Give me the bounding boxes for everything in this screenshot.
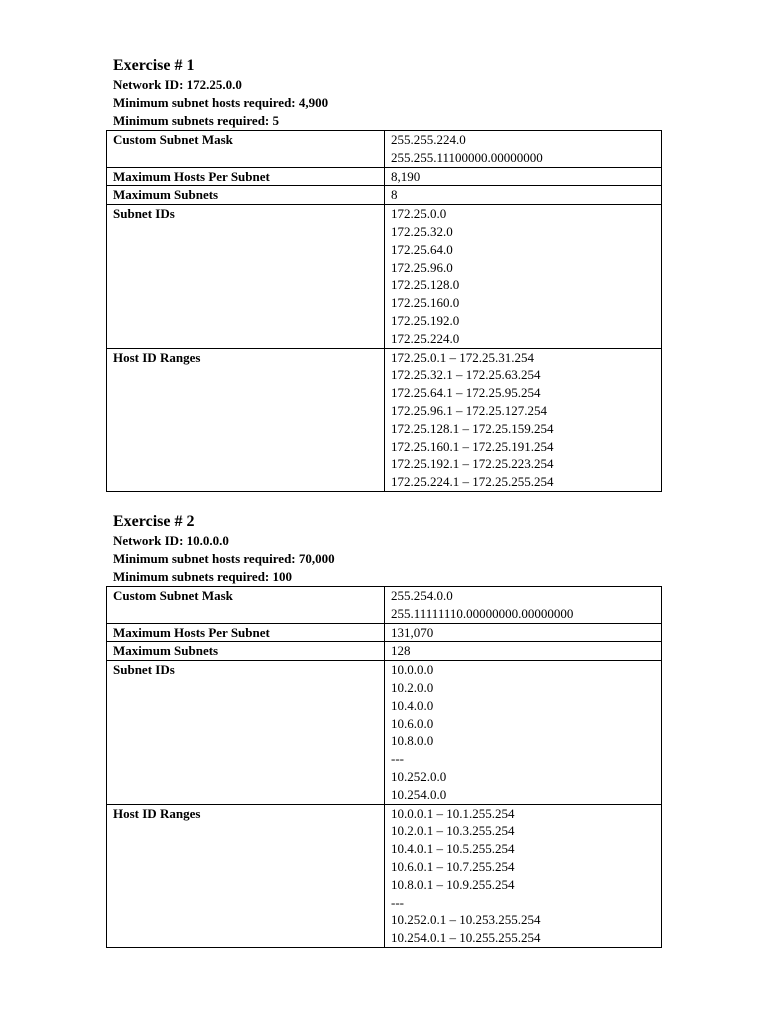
value-line: 10.0.0.0 bbox=[391, 662, 434, 678]
value-line: 131,070 bbox=[391, 624, 434, 640]
value-line: 128 bbox=[391, 643, 411, 659]
value-line: 255.255.224.0 bbox=[391, 132, 466, 147]
min-subnets-required: Minimum subnets required: 5 bbox=[113, 113, 280, 128]
exercise-title: Exercise # 2 bbox=[113, 513, 195, 530]
value-line: --- bbox=[391, 751, 404, 767]
value-line: 172.25.96.1 – 172.25.127.254 bbox=[391, 402, 547, 418]
table-row bbox=[107, 348, 662, 491]
value-line: 10.6.0.0 bbox=[391, 715, 434, 731]
value-line: 172.25.192.1 – 172.25.223.254 bbox=[391, 456, 554, 472]
value-line: 172.25.128.1 – 172.25.159.254 bbox=[391, 420, 554, 436]
row-value bbox=[385, 642, 662, 661]
exercise-1 bbox=[106, 56, 662, 492]
exercise-title: Exercise # 1 bbox=[113, 57, 195, 74]
row-label: Host ID Ranges bbox=[107, 804, 385, 947]
row-label: Custom Subnet Mask bbox=[107, 131, 385, 168]
value-line: 172.25.64.0 bbox=[391, 241, 453, 257]
value-line: 172.25.32.1 – 172.25.63.254 bbox=[391, 367, 541, 383]
value-line: 172.25.192.0 bbox=[391, 312, 460, 328]
network-id: Network ID: 10.0.0.0 bbox=[113, 533, 229, 548]
row-value bbox=[385, 167, 662, 186]
row-label: Maximum Subnets bbox=[107, 642, 385, 661]
row-label: Maximum Hosts Per Subnet bbox=[107, 167, 385, 186]
value-line: 10.252.0.0 bbox=[391, 768, 447, 784]
value-line: 255.255.11100000.00000000 bbox=[391, 149, 543, 165]
table-row bbox=[107, 587, 662, 624]
value-line: 172.25.224.1 – 172.25.255.254 bbox=[391, 474, 554, 490]
value-line: 172.25.0.1 – 172.25.31.254 bbox=[391, 349, 534, 365]
table-row bbox=[107, 623, 662, 642]
row-value bbox=[385, 623, 662, 642]
row-value bbox=[385, 661, 662, 804]
value-line: 172.25.224.0 bbox=[391, 330, 460, 346]
value-line: 255.254.0.0 bbox=[391, 588, 453, 603]
value-line: 172.25.160.0 bbox=[391, 295, 460, 311]
value-line: 10.2.0.1 – 10.3.255.254 bbox=[391, 823, 515, 839]
table-row bbox=[107, 131, 662, 168]
row-label: Custom Subnet Mask bbox=[107, 587, 385, 624]
value-line: 10.254.0.0 bbox=[391, 786, 447, 802]
subnet-table bbox=[106, 586, 662, 948]
min-hosts-required: Minimum subnet hosts required: 4,900 bbox=[113, 95, 329, 110]
value-line: 172.25.96.0 bbox=[391, 259, 453, 275]
row-value bbox=[385, 348, 662, 491]
value-line: 10.2.0.0 bbox=[391, 679, 434, 695]
row-value bbox=[385, 205, 662, 348]
value-line: 10.4.0.1 – 10.5.255.254 bbox=[391, 841, 515, 857]
network-id: Network ID: 172.25.0.0 bbox=[113, 77, 242, 92]
value-line: 10.254.0.1 – 10.255.255.254 bbox=[391, 930, 541, 946]
value-line: 172.25.0.0 bbox=[391, 206, 447, 222]
row-label: Maximum Subnets bbox=[107, 186, 385, 205]
table-row bbox=[107, 205, 662, 348]
table-row bbox=[107, 186, 662, 205]
value-line: 8,190 bbox=[391, 168, 421, 184]
value-line: 172.25.64.1 – 172.25.95.254 bbox=[391, 385, 541, 401]
row-label: Subnet IDs bbox=[107, 205, 385, 348]
value-line: 10.8.0.1 – 10.9.255.254 bbox=[391, 876, 515, 892]
min-hosts-required: Minimum subnet hosts required: 70,000 bbox=[113, 551, 335, 566]
row-value bbox=[385, 186, 662, 205]
exercise-2 bbox=[106, 512, 662, 948]
value-line: 8 bbox=[391, 187, 398, 203]
value-line: 172.25.160.1 – 172.25.191.254 bbox=[391, 438, 554, 454]
min-subnets-required: Minimum subnets required: 100 bbox=[113, 569, 293, 584]
value-line: 10.252.0.1 – 10.253.255.254 bbox=[391, 912, 541, 928]
table-row bbox=[107, 642, 662, 661]
subnet-table bbox=[106, 130, 662, 492]
value-line: 10.4.0.0 bbox=[391, 697, 434, 713]
row-value bbox=[385, 131, 662, 168]
table-row bbox=[107, 167, 662, 186]
row-value bbox=[385, 804, 662, 947]
value-line: 172.25.32.0 bbox=[391, 223, 453, 239]
value-line: 10.8.0.0 bbox=[391, 733, 434, 749]
row-value bbox=[385, 587, 662, 624]
row-label: Maximum Hosts Per Subnet bbox=[107, 623, 385, 642]
table-row bbox=[107, 804, 662, 947]
value-line: 172.25.128.0 bbox=[391, 277, 460, 293]
value-line: --- bbox=[391, 894, 404, 910]
value-line: 10.0.0.1 – 10.1.255.254 bbox=[391, 805, 515, 821]
value-line: 255.11111110.00000000.00000000 bbox=[391, 605, 574, 621]
value-line: 10.6.0.1 – 10.7.255.254 bbox=[391, 858, 515, 874]
table-row bbox=[107, 661, 662, 804]
row-label: Subnet IDs bbox=[107, 661, 385, 804]
row-label: Host ID Ranges bbox=[107, 348, 385, 491]
